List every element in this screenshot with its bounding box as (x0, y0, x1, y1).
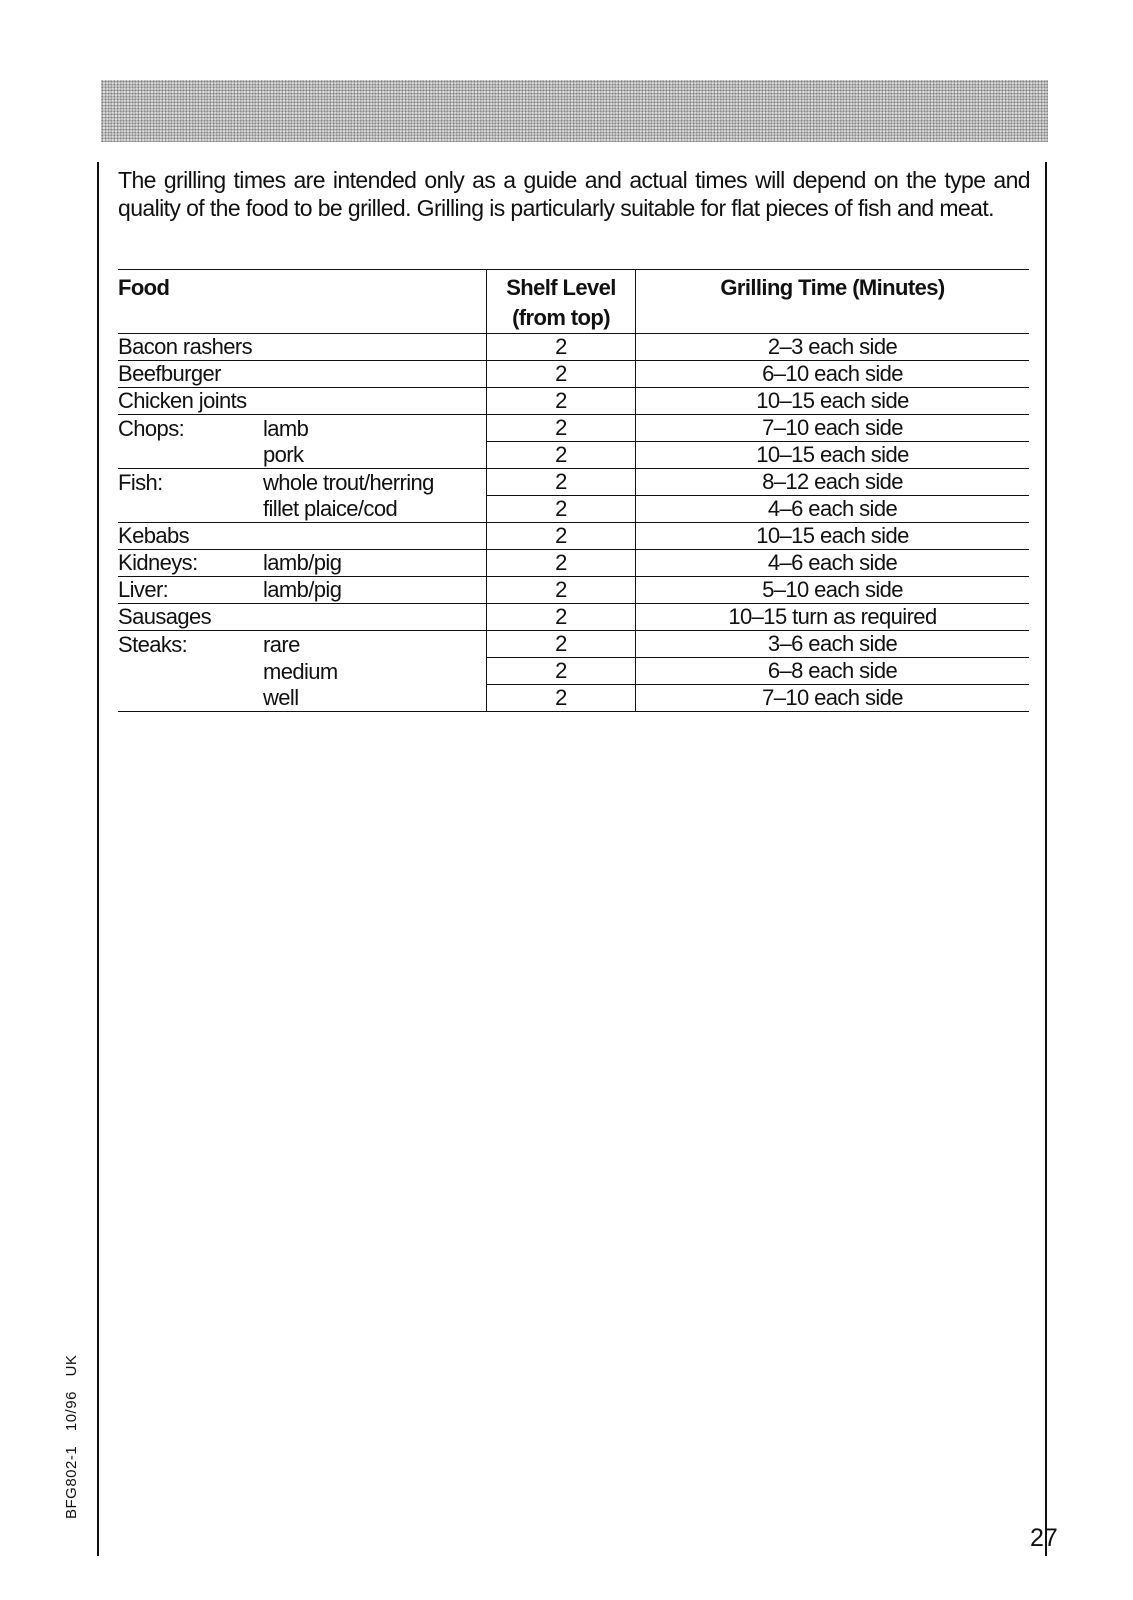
shelf-level: 2 (487, 361, 636, 388)
header-bar (101, 80, 1048, 142)
table-row (118, 658, 1029, 685)
food-variant: whole trout/herring (263, 469, 434, 495)
doc-code: BFG802-1 (63, 1445, 80, 1519)
page-number: 27 (1030, 1524, 1058, 1552)
right-margin-rule (1045, 162, 1047, 1556)
shelf-level: 2 (487, 469, 636, 496)
header-shelf-line2: (from top) (512, 305, 610, 330)
table-row (118, 496, 1029, 523)
shelf-level: 2 (487, 658, 636, 685)
shelf-level: 2 (487, 496, 636, 523)
shelf-level: 2 (487, 442, 636, 469)
food-name: Kidneys: (118, 550, 263, 577)
table-row (118, 685, 1029, 712)
header-shelf-line1: Shelf Level (506, 275, 616, 300)
header-shelf-level (487, 270, 636, 334)
food-name: Chicken joints (118, 388, 487, 415)
shelf-level: 2 (487, 685, 636, 712)
grilling-time: 4–6 each side (636, 496, 1030, 523)
table-row (118, 361, 1029, 388)
grilling-time: 8–12 each side (636, 469, 1030, 496)
header-grilling-time: Grilling Time (Minutes) (636, 270, 1030, 334)
table-row (118, 604, 1029, 631)
table-row (118, 442, 1029, 469)
grilling-time: 6–8 each side (636, 658, 1030, 685)
grilling-time: 7–10 each side (636, 415, 1030, 442)
food-name: Kebabs (118, 523, 487, 550)
grilling-time: 10–15 each side (636, 388, 1030, 415)
food-name: Steaks: (118, 631, 188, 657)
food-name: Sausages (118, 604, 487, 631)
food-name: Chops: (118, 415, 185, 441)
food-name: Fish: (118, 469, 163, 495)
doc-region: UK (63, 1354, 80, 1377)
grilling-time: 6–10 each side (636, 361, 1030, 388)
shelf-level: 2 (487, 415, 636, 442)
table-row (118, 523, 1029, 550)
table-row (118, 388, 1029, 415)
food-variant: fillet plaice/cod (263, 496, 487, 523)
shelf-level: 2 (487, 388, 636, 415)
grilling-time: 2–3 each side (636, 334, 1030, 361)
grilling-time: 10–15 turn as required (636, 604, 1030, 631)
table-row (118, 469, 1029, 496)
shelf-level: 2 (487, 604, 636, 631)
food-name (118, 442, 263, 469)
shelf-level: 2 (487, 631, 636, 658)
shelf-level: 2 (487, 577, 636, 604)
food-variant: lamb/pig (263, 577, 487, 604)
food-variant: medium (263, 658, 338, 684)
food-variant: well (263, 685, 487, 712)
table-header-row (118, 270, 1029, 334)
document-code (63, 1345, 80, 1519)
food-name: Liver: (118, 577, 263, 604)
food-variant: lamb/pig (263, 550, 487, 577)
table-row (118, 415, 1029, 442)
food-name: Bacon rashers (118, 334, 487, 361)
grilling-time: 4–6 each side (636, 550, 1030, 577)
shelf-level: 2 (487, 550, 636, 577)
food-variant: rare (263, 631, 300, 657)
header-food: Food (118, 270, 487, 334)
food-name: Beefburger (118, 361, 487, 388)
grilling-time: 10–15 each side (636, 523, 1030, 550)
shelf-level: 2 (487, 523, 636, 550)
grilling-time: 3–6 each side (636, 631, 1030, 658)
food-name (118, 685, 263, 712)
food-variant: pork (263, 442, 487, 469)
doc-date: 10/96 (63, 1391, 80, 1432)
intro-paragraph: The grilling times are intended only as a guide and actual times will depend on the type and quality of the food to be grilled. Grilling is particularly suitable for flat pieces of fish and meat. (118, 167, 1030, 221)
table-row (118, 334, 1029, 361)
grilling-time: 10–15 each side (636, 442, 1030, 469)
grilling-time: 5–10 each side (636, 577, 1030, 604)
food-name (118, 496, 263, 523)
food-name (118, 658, 263, 685)
shelf-level: 2 (487, 334, 636, 361)
left-margin-rule (97, 162, 99, 1556)
grilling-time: 7–10 each side (636, 685, 1030, 712)
grilling-times-table (118, 269, 1029, 712)
table-row (118, 550, 1029, 577)
food-variant: lamb (263, 415, 309, 441)
table-row (118, 577, 1029, 604)
table-row (118, 631, 1029, 658)
